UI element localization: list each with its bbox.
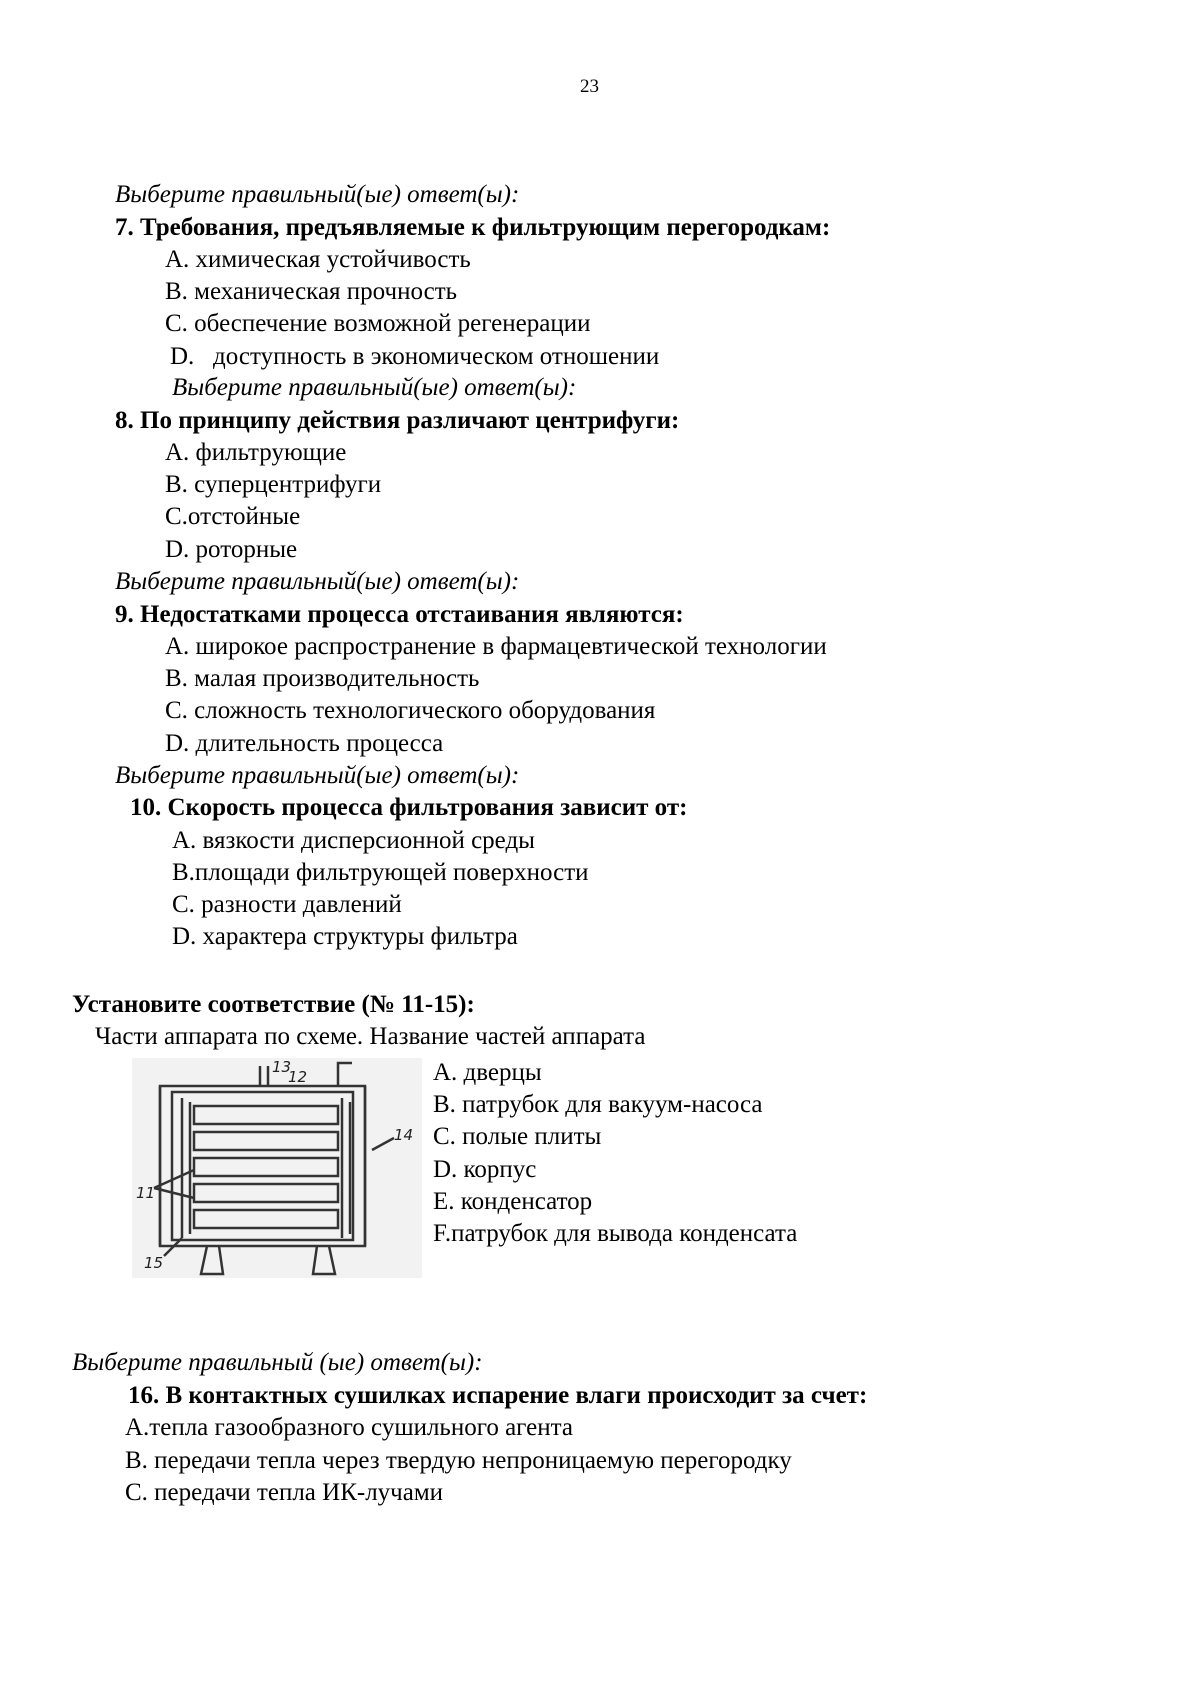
match-option-e: Е. конденсатор (433, 1188, 593, 1215)
q10-option-d: D. характера структуры фильтра (172, 923, 518, 950)
q10-option-c: С. разности давлений (172, 891, 402, 918)
q7-option-b: В. механическая прочность (165, 278, 458, 305)
question-7-title: 7. Требования, предъявляемые к фильтрующим перегородкам: (115, 214, 831, 241)
match-option-a: А. дверцы (433, 1059, 542, 1086)
question-8-title: 8. По принципу действия различают центрифуги: (115, 407, 680, 434)
instruction-q7: Выберите правильный(ые) ответ(ы): (115, 181, 520, 208)
q16-option-a: А.тепла газообразного сушильного агента (125, 1414, 573, 1441)
instruction-q10: Выберите правильный(ые) ответ(ы): (115, 762, 520, 789)
q10-option-b: В.площади фильтрующей поверхности (172, 859, 589, 886)
q9-option-b: В. малая производительность (165, 665, 480, 692)
apparatus-diagram (132, 1058, 422, 1278)
matching-subtitle: Части аппарата по схеме. Название частей аппарата (95, 1023, 646, 1050)
q10-option-a: А. вязкости дисперсионной среды (172, 827, 535, 854)
page-number: 23 (580, 76, 599, 97)
instruction-q8: Выберите правильный(ые) ответ(ы): (172, 374, 577, 401)
q7-option-c: С. обеспечение возможной регенерации (165, 310, 591, 337)
q8-option-a: А. фильтрующие (165, 439, 347, 466)
q7-option-a: А. химическая устойчивость (165, 246, 471, 273)
diagram-label-13: 13 (272, 1058, 292, 1076)
q9-option-a: А. широкое распространение в фармацевтической технологии (165, 633, 827, 660)
q8-option-d: D. роторные (165, 536, 298, 563)
q9-option-d: D. длительность процесса (165, 730, 444, 757)
diagram-label-14: 14 (394, 1126, 414, 1144)
question-9-title: 9. Недостатками процесса отстаивания являются: (115, 601, 684, 628)
q8-option-b: В. суперцентрифуги (165, 471, 382, 498)
q8-option-c: С.отстойные (165, 503, 301, 530)
match-option-c: С. полые плиты (433, 1123, 602, 1150)
q16-option-b: В. передачи тепла через твердую непроницаемую перегородку (125, 1447, 792, 1474)
matching-title: Установите соответствие (№ 11-15): (72, 991, 475, 1018)
match-option-d: D. корпус (433, 1156, 537, 1183)
match-option-f: F.патрубок для вывода конденсата (433, 1220, 798, 1247)
q16-option-c: С. передачи тепла ИК-лучами (125, 1479, 444, 1506)
diagram-label-15: 15 (144, 1254, 164, 1272)
diagram-label-11: 11 (136, 1184, 156, 1202)
instruction-q16: Выберите правильный (ые) ответ(ы): (72, 1349, 483, 1376)
question-16-title: 16. В контактных сушилках испарение влаги происходит за счет: (128, 1382, 868, 1409)
q9-option-c: С. сложность технологического оборудования (165, 697, 656, 724)
q7-option-d: D. доступность в экономическом отношении (170, 343, 660, 370)
match-option-b: В. патрубок для вакуум-насоса (433, 1091, 763, 1118)
question-10-title: 10. Скорость процесса фильтрования зависит от: (130, 794, 688, 821)
instruction-q9: Выберите правильный(ые) ответ(ы): (115, 568, 520, 595)
diagram-label-12: 12 (288, 1068, 308, 1086)
